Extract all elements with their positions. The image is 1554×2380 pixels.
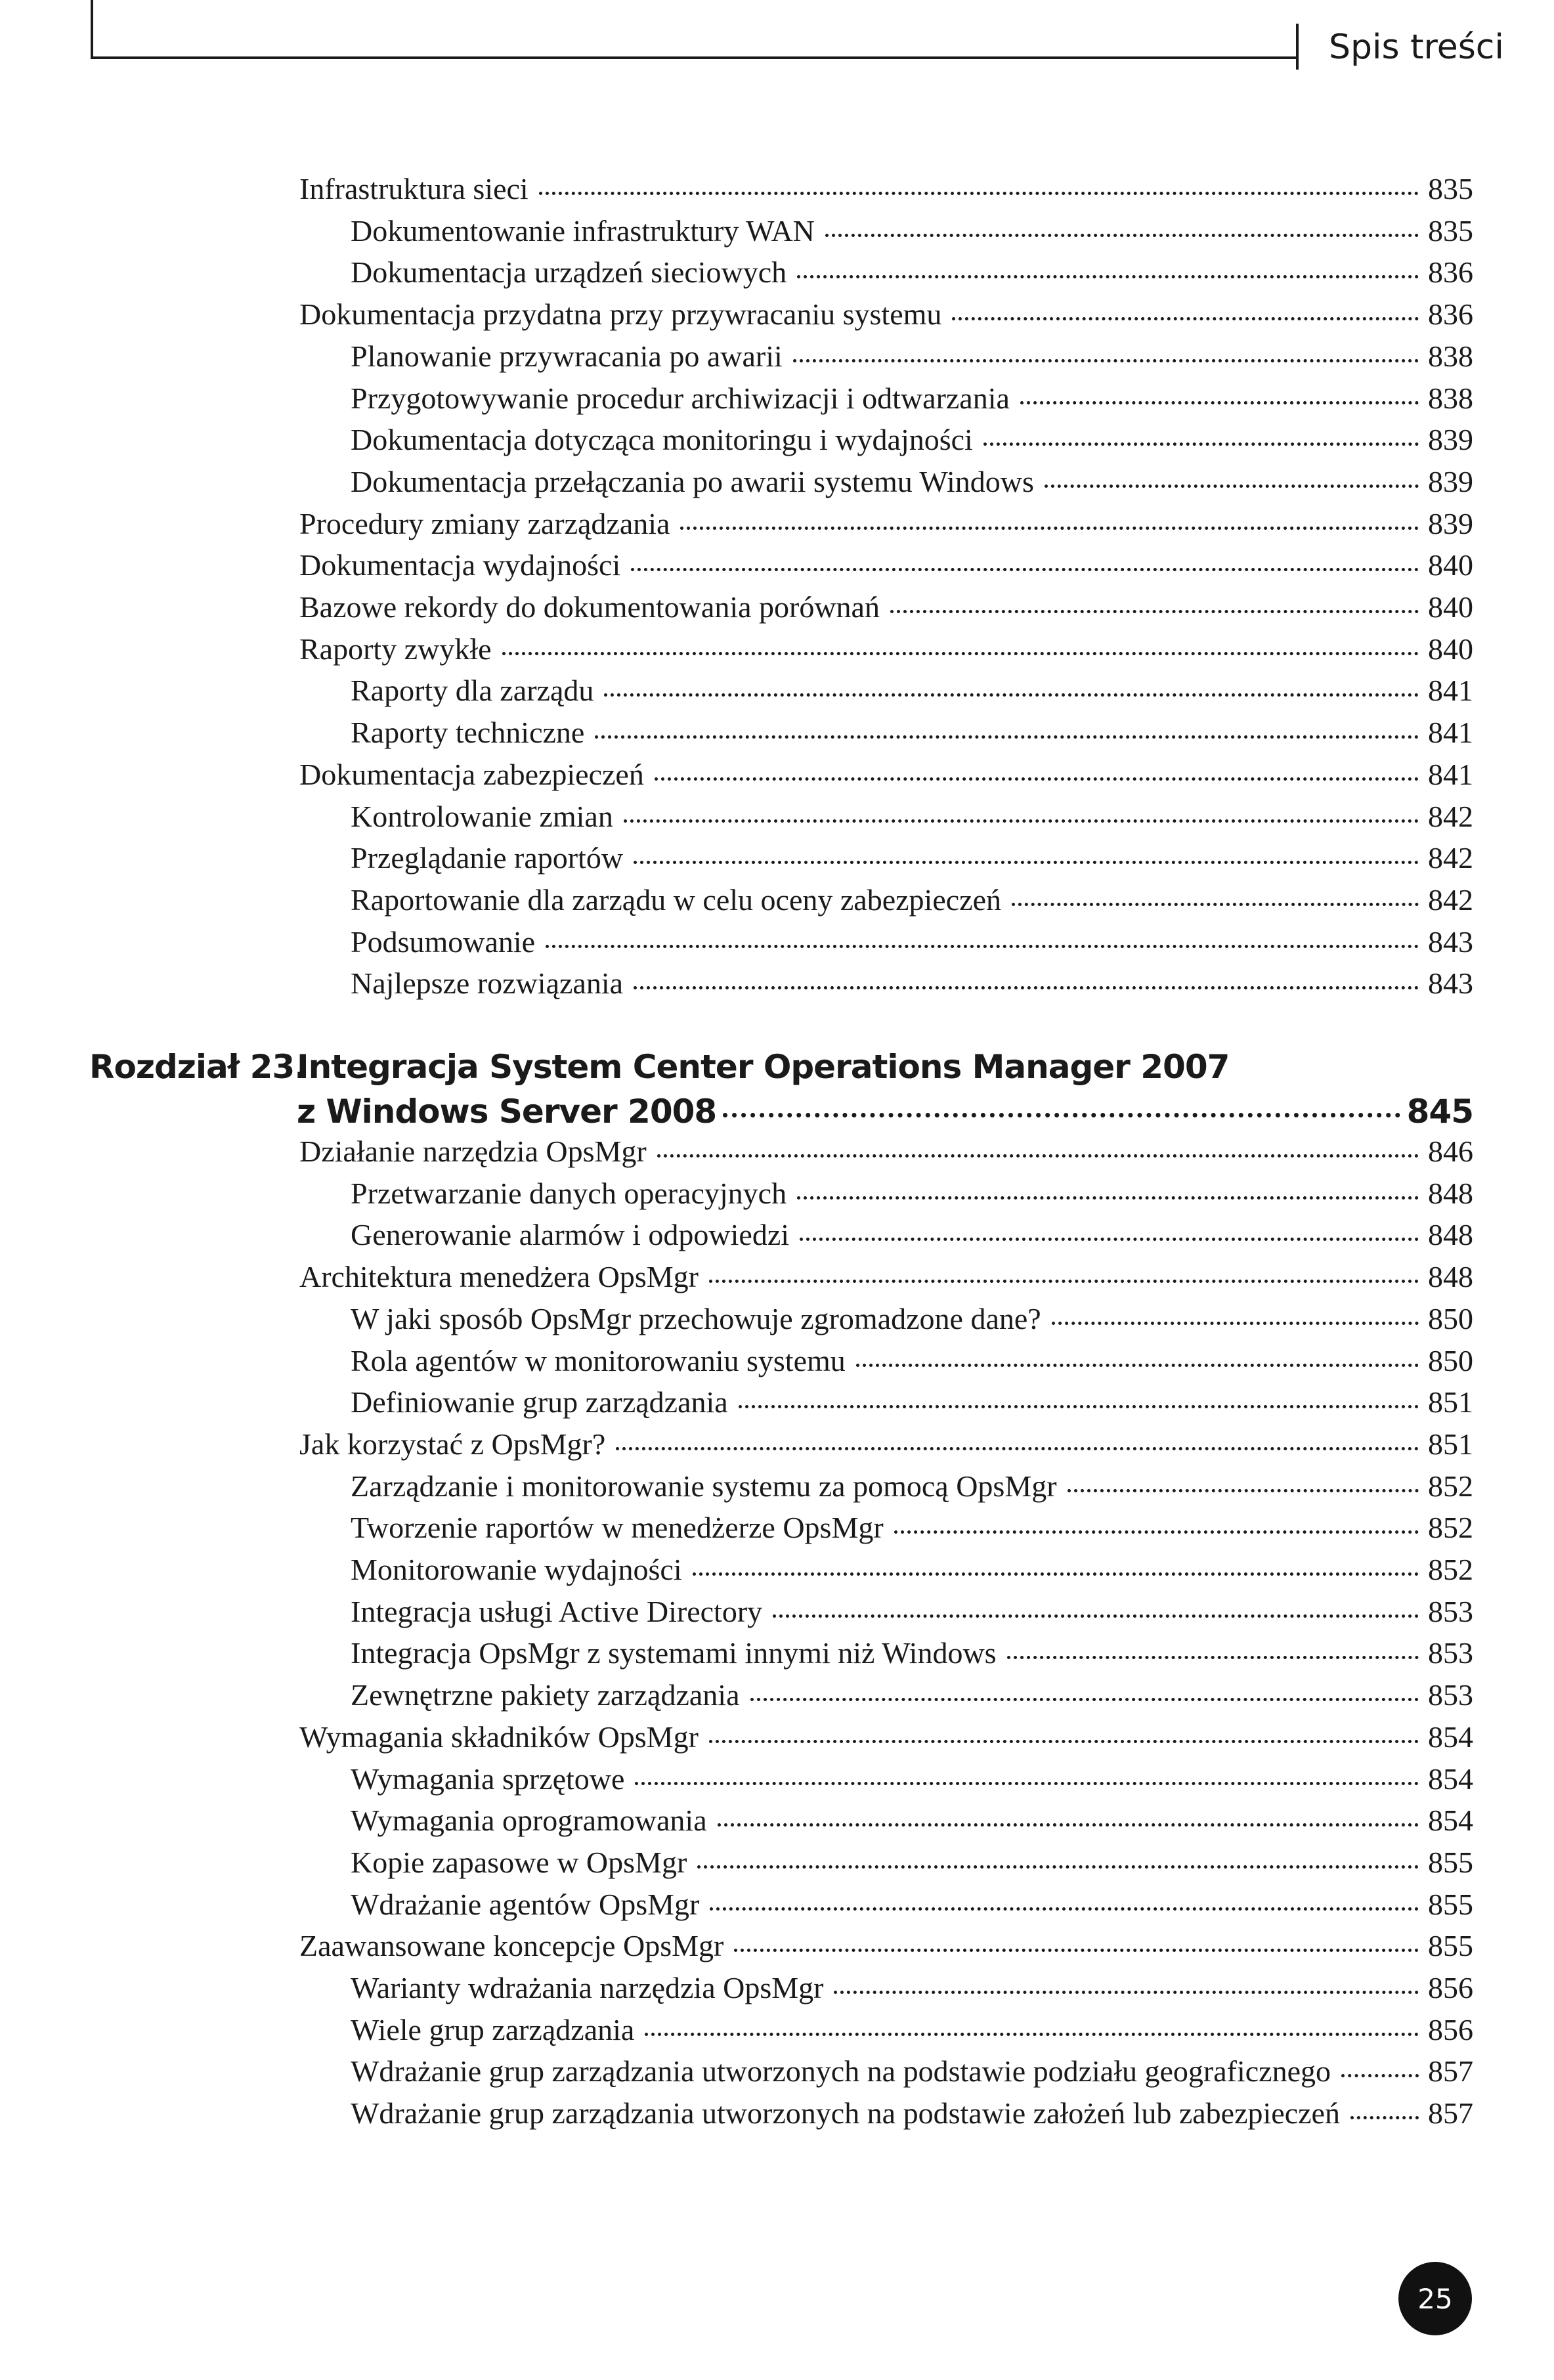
toc-entry-title: Jak korzystać z OpsMgr?	[299, 1427, 606, 1461]
toc-dot-leader	[634, 986, 1419, 989]
toc-dot-leader	[710, 1907, 1419, 1911]
toc-dot-leader	[693, 1572, 1419, 1576]
toc-dot-leader	[595, 735, 1419, 739]
toc-entry-title: Planowanie przywracania po awarii	[351, 339, 783, 373]
toc-entry-page: 852	[1428, 1469, 1473, 1503]
toc-entry-page: 840	[1428, 632, 1473, 666]
toc-dot-leader	[834, 1991, 1419, 1994]
toc-entry-title: Rola agentów w monitorowaniu systemu	[351, 1343, 846, 1377]
toc-entry	[351, 922, 1473, 962]
toc-entry-title: Wiele grup zarządzania	[351, 2012, 635, 2046]
chapter-title-line1: Integracja System Center Operations Manager 2007	[297, 1048, 1230, 1086]
toc-entry	[351, 880, 1473, 920]
toc-entry-page: 835	[1428, 172, 1473, 206]
toc-entry	[299, 169, 1473, 209]
toc-entry-page: 839	[1428, 464, 1473, 498]
toc-dot-leader	[709, 1280, 1419, 1283]
chapter-dot-leader	[723, 1113, 1400, 1117]
toc-dot-leader	[709, 1740, 1419, 1743]
toc-dot-leader	[952, 317, 1419, 320]
toc-entry-title: Zarządzanie i monitorowanie systemu za pomocą OpsMgr	[351, 1469, 1057, 1503]
toc-entry-page: 840	[1428, 590, 1473, 624]
toc-entry	[351, 1592, 1473, 1632]
toc-entry	[351, 462, 1473, 502]
toc-entry-title: Warianty wdrażania narzędzia OpsMgr	[351, 1971, 824, 2004]
running-header-title: Spis treści	[1329, 28, 1504, 67]
toc-entry	[351, 2010, 1473, 2050]
toc-entry-title: Raporty techniczne	[351, 716, 585, 750]
toc-entry	[351, 1467, 1473, 1506]
toc-entry-page: 854	[1428, 1762, 1473, 1796]
toc-entry-title: Wdrażanie grup zarządzania utworzonych na podstawie podziału geograficznego	[351, 2054, 1331, 2088]
toc-dot-leader	[1068, 1489, 1419, 1492]
toc-entry	[351, 253, 1473, 292]
toc-entry-page: 853	[1428, 1678, 1473, 1712]
toc-entry-page: 853	[1428, 1636, 1473, 1670]
toc-entry-page: 854	[1428, 1804, 1473, 1838]
toc-entry	[351, 1341, 1473, 1381]
toc-entry-title: Zaawansowane koncepcje OpsMgr	[299, 1929, 724, 1963]
toc-entry	[351, 1383, 1473, 1422]
toc-entry-page: 836	[1428, 255, 1473, 290]
toc-dot-leader	[1020, 401, 1419, 404]
toc-dot-leader	[856, 1364, 1419, 1367]
toc-entry	[299, 546, 1473, 585]
toc-entry-page: 854	[1428, 1720, 1473, 1754]
toc-entry	[299, 755, 1473, 794]
toc-entry-page: 852	[1428, 1553, 1473, 1586]
toc-entry-page: 841	[1428, 674, 1473, 708]
toc-dot-leader	[1052, 1322, 1419, 1325]
toc-entry-title: Integracja usługi Active Directory	[351, 1594, 763, 1628]
toc-entry-title: Najlepsze rozwiązania	[351, 966, 624, 1001]
toc-entry-title: Wymagania oprogramowania	[351, 1804, 707, 1838]
toc-dot-leader	[750, 1698, 1419, 1701]
toc-entry-title: Kontrolowanie zmian	[351, 799, 613, 833]
toc-entry-title: Przygotowywanie procedur archiwizacji i odtwarzania	[351, 381, 1010, 415]
toc-entry-page: 839	[1428, 506, 1473, 540]
toc-dot-leader	[825, 234, 1419, 237]
toc-entry	[299, 1132, 1473, 1171]
toc-entry-title: Dokumentowanie infrastruktury WAN	[351, 213, 815, 248]
toc-entry-page: 842	[1428, 841, 1473, 875]
toc-dot-leader	[1045, 485, 1419, 488]
toc-dot-leader	[793, 359, 1419, 362]
toc-entry-page: 856	[1428, 2012, 1473, 2046]
toc-dot-leader	[1012, 903, 1419, 906]
toc-entry-page: 848	[1428, 1218, 1473, 1252]
toc-entry-page: 850	[1428, 1343, 1473, 1377]
toc-entry-page: 841	[1428, 716, 1473, 750]
toc-entry-page: 848	[1428, 1176, 1473, 1210]
toc-entry	[351, 671, 1473, 710]
toc-entry-page: 852	[1428, 1511, 1473, 1545]
toc-dot-leader	[655, 777, 1419, 781]
toc-entry-title: Zewnętrzne pakiety zarządzania	[351, 1678, 740, 1712]
toc-entry	[351, 379, 1473, 418]
toc-entry	[351, 713, 1473, 752]
toc-entry	[351, 211, 1473, 251]
toc-entry-title: Dokumentacja wydajności	[299, 548, 621, 582]
toc-entry	[351, 1299, 1473, 1339]
toc-entry-title: Raportowanie dla zarządu w celu oceny zabezpieczeń	[351, 882, 1001, 917]
toc-entry-page: 838	[1428, 381, 1473, 415]
toc-dot-leader	[634, 861, 1419, 864]
toc-entry-title: Bazowe rekordy do dokumentowania porównań	[299, 590, 880, 624]
toc-entry	[299, 1257, 1473, 1297]
toc-dot-leader	[800, 1238, 1419, 1241]
toc-entry-title: Przetwarzanie danych operacyjnych	[351, 1176, 787, 1210]
toc-entry-title: Tworzenie raportów w menedżerze OpsMgr	[351, 1511, 884, 1545]
toc-entry-title: Działanie narzędzia OpsMgr	[299, 1135, 647, 1168]
toc-dot-leader	[546, 945, 1419, 948]
toc-dot-leader	[680, 527, 1419, 530]
toc-entry-title: Monitorowanie wydajności	[351, 1553, 682, 1586]
toc-entry-page: 839	[1428, 423, 1473, 457]
toc-entry-title: Kopie zapasowe w OpsMgr	[351, 1845, 687, 1879]
toc-dot-leader	[890, 610, 1419, 613]
toc-dot-leader	[739, 1405, 1419, 1408]
toc-dot-leader	[797, 1196, 1419, 1200]
toc-entry	[351, 1760, 1473, 1799]
toc-entry	[351, 1215, 1473, 1255]
toc-entry	[351, 2094, 1473, 2133]
toc-dot-leader	[718, 1823, 1419, 1827]
toc-entry-page: 838	[1428, 339, 1473, 373]
toc-entry	[351, 1676, 1473, 1715]
toc-entry-page: 855	[1428, 1845, 1473, 1879]
toc-entry-title: Generowanie alarmów i odpowiedzi	[351, 1218, 790, 1252]
toc-dot-leader	[635, 1782, 1419, 1785]
chapter-number: Rozdział 23.	[89, 1048, 307, 1086]
toc-dot-leader	[894, 1530, 1419, 1534]
header-divider	[1296, 24, 1299, 70]
toc-entry	[351, 1801, 1473, 1840]
toc-entry-title: Infrastruktura sieci	[299, 172, 529, 206]
toc-entry-title: Procedury zmiany zarządzania	[299, 506, 670, 540]
toc-entry	[299, 504, 1473, 544]
toc-entry	[351, 797, 1473, 836]
toc-entry-page: 851	[1428, 1385, 1473, 1419]
toc-entry-page: 855	[1428, 1929, 1473, 1963]
toc-entry-title: Podsumowanie	[351, 924, 536, 959]
toc-dot-leader	[539, 192, 1419, 195]
toc-entry-page: 840	[1428, 548, 1473, 582]
toc-entry-title: Przeglądanie raportów	[351, 841, 624, 875]
toc-entry-title: Raporty dla zarządu	[351, 674, 594, 708]
toc-entry-title: Raporty zwykłe	[299, 632, 492, 666]
toc-entry-page: 842	[1428, 882, 1473, 917]
toc-entry-title: Wymagania składników OpsMgr	[299, 1720, 699, 1754]
chapter-title-line2-row	[297, 1089, 1473, 1135]
toc-entry-page: 843	[1428, 924, 1473, 959]
toc-dot-leader	[616, 1447, 1419, 1450]
toc-entry-title: Dokumentacja zabezpieczeń	[299, 757, 644, 791]
toc-dot-leader	[645, 2033, 1419, 2036]
chapter-page-number: 845	[1406, 1093, 1473, 1131]
toc-entry	[351, 1634, 1473, 1673]
toc-entry-page: 857	[1428, 2054, 1473, 2088]
toc-entry-title: Definiowanie grup zarządzania	[351, 1385, 728, 1419]
toc-entry-page: 841	[1428, 757, 1473, 791]
toc-dot-leader	[734, 1949, 1419, 1952]
toc-entry	[351, 964, 1473, 1003]
toc-entry	[351, 1550, 1473, 1590]
toc-entry-page: 846	[1428, 1135, 1473, 1168]
toc-entry-page: 842	[1428, 799, 1473, 833]
toc-entry-page: 857	[1428, 2096, 1473, 2131]
toc-entry	[299, 1425, 1473, 1464]
header-rule	[91, 56, 1299, 59]
toc-entry-page: 848	[1428, 1260, 1473, 1294]
header-left-rule	[91, 0, 93, 59]
toc-entry-page: 850	[1428, 1301, 1473, 1335]
toc-entry-title: Dokumentacja dotycząca monitoringu i wydajności	[351, 423, 973, 457]
toc-entry	[299, 295, 1473, 334]
toc-dot-leader	[1341, 2074, 1419, 2077]
toc-entry-page: 836	[1428, 297, 1473, 332]
toc-entry-page: 843	[1428, 966, 1473, 1001]
toc-dot-leader	[697, 1865, 1419, 1869]
toc-entry-page: 855	[1428, 1887, 1473, 1921]
toc-entry	[299, 588, 1473, 627]
toc-entry-page: 851	[1428, 1427, 1473, 1461]
page-number-badge: 25	[1398, 2262, 1472, 2335]
toc-entry-title: Wdrażanie agentów OpsMgr	[351, 1887, 700, 1921]
toc-dot-leader	[797, 275, 1419, 278]
toc-entry	[351, 337, 1473, 376]
toc-entry-title: Dokumentacja przełączania po awarii systemu Windows	[351, 464, 1034, 498]
toc-dot-leader	[631, 568, 1419, 571]
toc-entry	[351, 2052, 1473, 2091]
toc-entry	[351, 420, 1473, 460]
toc-entry	[351, 1174, 1473, 1213]
toc-dot-leader	[657, 1154, 1419, 1158]
toc-entry	[351, 1885, 1473, 1924]
toc-entry	[351, 1968, 1473, 2008]
toc-entry-title: Dokumentacja urządzeń sieciowych	[351, 255, 787, 290]
toc-entry	[299, 1926, 1473, 1966]
toc-entry	[351, 1843, 1473, 1882]
toc-entry-title: W jaki sposób OpsMgr przechowuje zgromadzone dane?	[351, 1301, 1041, 1335]
toc-entry-title: Dokumentacja przydatna przy przywracaniu systemu	[299, 297, 942, 332]
chapter-title-line2: z Windows Server 2008	[297, 1093, 717, 1131]
toc-dot-leader	[624, 819, 1419, 823]
toc-entry-title: Wymagania sprzętowe	[351, 1762, 625, 1796]
toc-entry-page: 853	[1428, 1594, 1473, 1628]
toc-entry-title: Integracja OpsMgr z systemami innymi niż Windows	[351, 1636, 997, 1670]
toc-entry	[351, 1508, 1473, 1547]
toc-dot-leader	[604, 693, 1419, 697]
toc-entry	[299, 1718, 1473, 1757]
toc-entry-page: 835	[1428, 213, 1473, 248]
toc-dot-leader	[502, 652, 1419, 655]
toc-dot-leader	[983, 443, 1419, 446]
toc-entry	[351, 838, 1473, 878]
toc-dot-leader	[1007, 1656, 1419, 1659]
toc-dot-leader	[773, 1614, 1419, 1618]
toc-entry-page: 856	[1428, 1971, 1473, 2004]
toc-entry	[299, 630, 1473, 669]
toc-entry-title: Wdrażanie grup zarządzania utworzonych na podstawie założeń lub zabezpieczeń	[351, 2096, 1340, 2131]
toc-entry-title: Architektura menedżera OpsMgr	[299, 1260, 699, 1294]
toc-dot-leader	[1350, 2116, 1419, 2119]
